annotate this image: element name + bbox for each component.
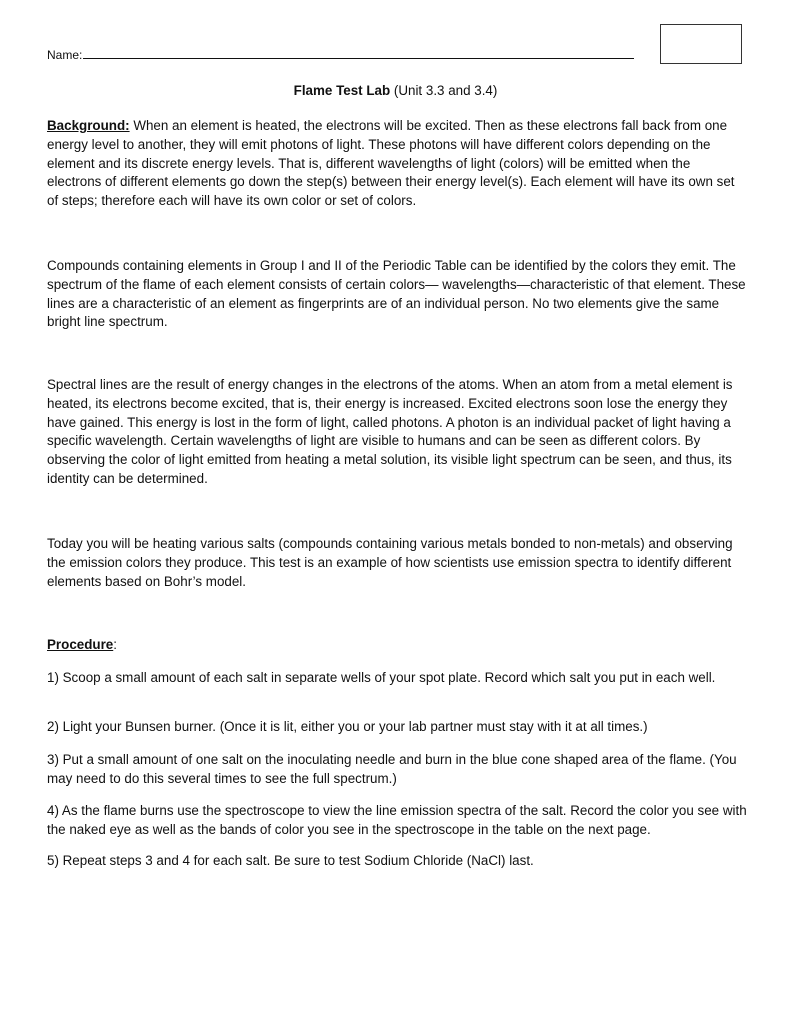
procedure-step-5 (47, 852, 747, 871)
title-subtitle: (Unit 3.3 and 3.4) (390, 83, 498, 98)
background-heading: Background: (47, 118, 130, 133)
procedure-step-1 (47, 669, 747, 688)
procedure-colon: : (113, 637, 117, 652)
background-section (47, 117, 747, 211)
procedure-step: 1) Scoop a small amount of each salt in separate wells of your spot plate. Record which salt you put in each well. (47, 670, 716, 685)
name-blank-line (83, 46, 634, 59)
procedure-heading-row (47, 636, 747, 655)
score-box (660, 24, 742, 64)
name-label: Name: (47, 48, 83, 62)
procedure-step: 2) Light your Bunsen burner. (Once it is lit, either you or your lab partner must stay with it at all times.) (47, 719, 648, 734)
procedure-heading: Procedure (47, 637, 114, 652)
procedure-step: 5) Repeat steps 3 and 4 for each salt. Be sure to test Sodium Chloride (NaCl) last. (47, 853, 534, 868)
paragraph-group-elements (47, 257, 747, 332)
procedure-step-3 (47, 751, 747, 789)
procedure-step-4 (47, 802, 747, 840)
page-title (0, 82, 791, 100)
name-row (47, 46, 634, 63)
title-bold: Flame Test Lab (293, 83, 391, 98)
paragraph-spectral-lines (47, 376, 747, 489)
paragraph: Compounds containing elements in Group I and II of the Periodic Table can be identified by the colors they emit. The spectrum of the flame of each element consists of certain colors— wavelengths—characteristic of that element. These lines are a characteristic of an element as fingerprints are of an individual person. No two elements give the same bright line spectrum. (47, 258, 746, 330)
paragraph-today (47, 535, 747, 591)
procedure-step-2 (47, 718, 747, 737)
procedure-step: 4) As the flame burns use the spectroscope to view the line emission spectra of the salt. Record the color you see with the naked eye as well as the bands of color you see in the spectroscope in the table on the next page. (47, 803, 747, 837)
procedure-step: 3) Put a small amount of one salt on the inoculating needle and burn in the blue cone shaped area of the flame. (You may need to do this several times to see the full spectrum.) (47, 752, 737, 786)
background-text: When an element is heated, the electrons will be excited. Then as these electrons fall back from one energy level to another, they will emit photons of light. These photons will have different colors depending on the element and its discrete energy levels. That is, different wavelengths of light (colors) will be emitted when the electrons of different elements go down the step(s) between their energy level(s). Each element will have its own set of steps; therefore each will have its own color or set of colors. (47, 118, 735, 209)
paragraph: Today you will be heating various salts (compounds containing various metals bonded to non-metals) and observing the emission colors they produce. This test is an example of how scientists use emission spectra to identify different elements based on Bohr’s model. (47, 536, 733, 589)
paragraph: Spectral lines are the result of energy changes in the electrons of the atoms. When an atom from a metal element is heated, its electrons become excited, that is, their energy is increased. Excited electrons soon lose the energy they have gained. This energy is lost in the form of light, called photons. A photon is an individual packet of light having a specific wavelength. Certain wavelengths of light are visible to humans and can be seen as different colors. By observing the color of light emitted from heating a metal solution, its visible light spectrum can be seen, and thus, its identity can be determined. (47, 377, 733, 486)
